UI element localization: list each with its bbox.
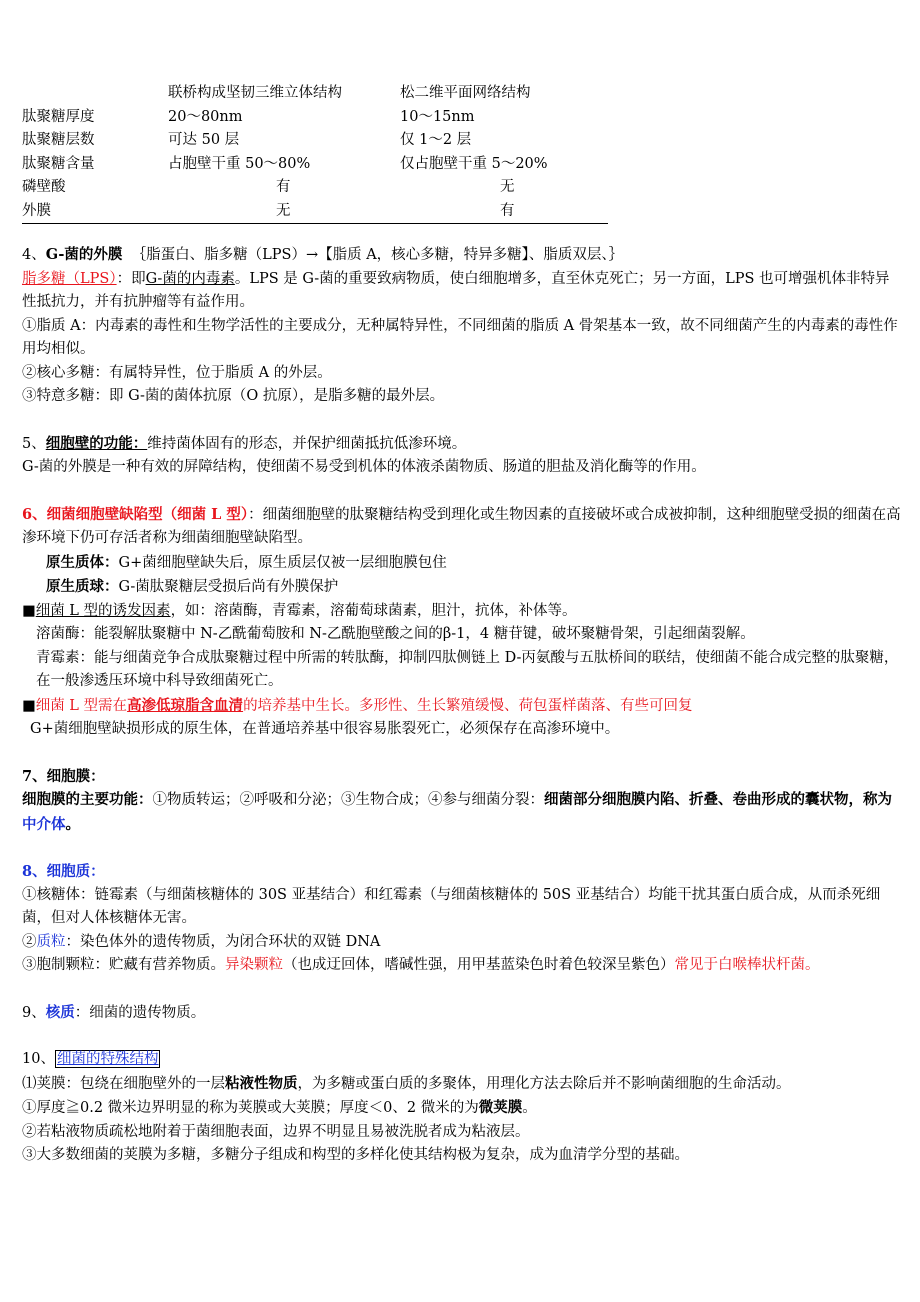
section-special-structures	[22, 1048, 902, 1168]
table-row: 肽聚糖层数 可达 50 层 仅 1～2 层	[22, 132, 472, 148]
list-item: ③胞制颗粒：贮藏有营养物质。异染颗粒（也成迂回体，嗜碱性强，用甲基蓝染色时着色较深呈紫色）常见于白喉棒状杆菌。	[22, 957, 820, 973]
square-bullet-icon: ■	[22, 602, 36, 619]
list-item: ③大多数细菌的荚膜为多糖，多糖分子组成和构型的多样化使其结构极为复杂，成为血清学分型的基础。	[22, 1147, 689, 1163]
list-item: ⑴荚膜：包绕在细胞壁外的一层粘液性物质，为多糖或蛋白质的多聚体，用理化方法去除后并不影响菌细胞的生命活动。	[22, 1074, 791, 1092]
section-cytoplasm	[22, 860, 902, 978]
list-item: ②核心多糖：有属特异性，位于脂质 A 的外层。	[22, 364, 332, 381]
section-heading: 8、细胞质：	[22, 863, 105, 880]
list-item: ①核糖体：链霉素（与细菌核糖体的 30S 亚基结合）和红霉素（与细菌核糖体的 50S 亚基结合）均能干扰其蛋白质合成，从而杀死细菌，但对人体核糖体无害。	[22, 886, 881, 926]
list-item: 原生质球：G-菌肽聚糖层受损后尚有外膜保护	[46, 578, 339, 595]
table-row: 外膜 无 有	[22, 202, 515, 219]
list-item: ■细菌 L 型需在高渗低琼脂含血清的培养基中生长。多形性、生长繁殖缓慢、荷包蛋样菌落、有些可回复	[22, 696, 693, 714]
list-item: ①脂质 A：内毒素的毒性和生物学活性的主要成分，无种属特异性，不同细菌的脂质 A 骨架基本一致，故不同细菌产生的内毒素的毒性作用均相似。	[22, 317, 898, 357]
section-heading: 5、细胞壁的功能：维持菌体固有的形态，并保护细菌抵抗低渗环境。	[22, 434, 467, 452]
list-item: ■细菌 L 型的诱发因素，如：溶菌酶，青霉素，溶葡萄球菌素，胆汁，抗体，补体等。	[22, 602, 577, 619]
section-heading: 4、G-菌的外膜 ｛脂蛋白、脂多糖（LPS）→【脂质 A，核心多糖，特异多糖】、脂质双层、｝	[22, 246, 624, 263]
list-item: ①厚度≧0.2 微米边界明显的称为荚膜或大荚膜；厚度＜0、2 微米的为微荚膜。	[22, 1099, 537, 1116]
paragraph-lps: 脂多糖（LPS）：即G-菌的内毒素。LPS 是 G-菌的重要致病物质，使白细胞增多，直至休克死亡；另一方面，LPS 也可增强机体非特异性抵抗力，并有抗肿瘤等有益作用。	[22, 270, 890, 310]
section-cell-membrane	[22, 765, 902, 838]
list-item: ②若粘液物质疏松地附着于菌细胞表面，边界不明显且易被洗脱者成为粘液层。	[22, 1123, 530, 1140]
section-heading: 10、 细菌的特殊结构	[22, 1051, 159, 1067]
list-item: ②质粒：染色体外的遗传物质，为闭合环状的双链 DNA	[22, 933, 381, 950]
list-item: 溶菌酶：能裂解肽聚糖中 N-乙酰葡萄胺和 N-乙酰胞壁酸之间的β-1，4 糖苷键，破坏聚糖骨架，引起细菌裂解。	[36, 626, 755, 642]
section-nucleoid	[22, 1001, 902, 1026]
document-page	[22, 82, 902, 1168]
paragraph: G+菌细胞壁缺损形成的原生体，在普通培养基中很容易胀裂死亡，必须保存在高渗环境中。	[30, 721, 620, 737]
section-outer-membrane	[22, 243, 902, 409]
section-cell-wall-function	[22, 432, 902, 480]
list-item: ③特意多糖：即 G-菌的菌体抗原（O 抗原），是脂多糖的最外层。	[22, 388, 445, 404]
cell-wall-comparison-table	[22, 82, 608, 224]
table-row: 肽聚糖含量 占胞壁干重 50～80% 仅占胞壁干重 5～20%	[22, 155, 548, 172]
list-item: 原生质体：G+菌细胞壁缺失后，原生质层仅被一层细胞膜包住	[46, 553, 447, 571]
square-bullet-icon: ■	[22, 697, 36, 714]
table-row: 联桥构成坚韧三维立体结构 松二维平面网络结构	[168, 85, 531, 101]
table-row: 肽聚糖厚度 20～80nm 10～15nm	[22, 108, 475, 125]
section-l-form	[22, 503, 902, 742]
paragraph: 细胞膜的主要功能：①物质转运；②呼吸和分泌；③生物合成；④参与细菌分裂：细菌部分细胞膜内陷、折叠、卷曲形成的囊状物，称为中介体。	[22, 791, 892, 833]
section-heading: 9、核质：细菌的遗传物质。	[22, 1003, 206, 1021]
list-item: 青霉素：能与细菌竞争合成肽聚糖过程中所需的转肽酶，抑制四肽侧链上 D-丙氨酸与五肽桥间的联结，使细菌不能合成完整的肽聚糖，在一般渗透压环境中科导致细菌死亡。	[36, 649, 899, 689]
section-heading: 7、细胞膜：	[22, 767, 105, 785]
paragraph: G-菌的外膜是一种有效的屏障结构，使细菌不易受到机体的体液杀菌物质、肠道的胆盐及消化酶等的作用。	[22, 459, 706, 475]
table-row: 磷壁酸 有 无	[22, 179, 515, 195]
section-heading: 6、细菌细胞壁缺陷型（细菌 L 型）：细菌细胞壁的肽聚糖结构受到理化或生物因素的直接破坏或合成被抑制，这种细胞壁受损的细菌在高渗环境下仍可存活者称为细菌细胞壁缺陷型。	[22, 505, 901, 546]
